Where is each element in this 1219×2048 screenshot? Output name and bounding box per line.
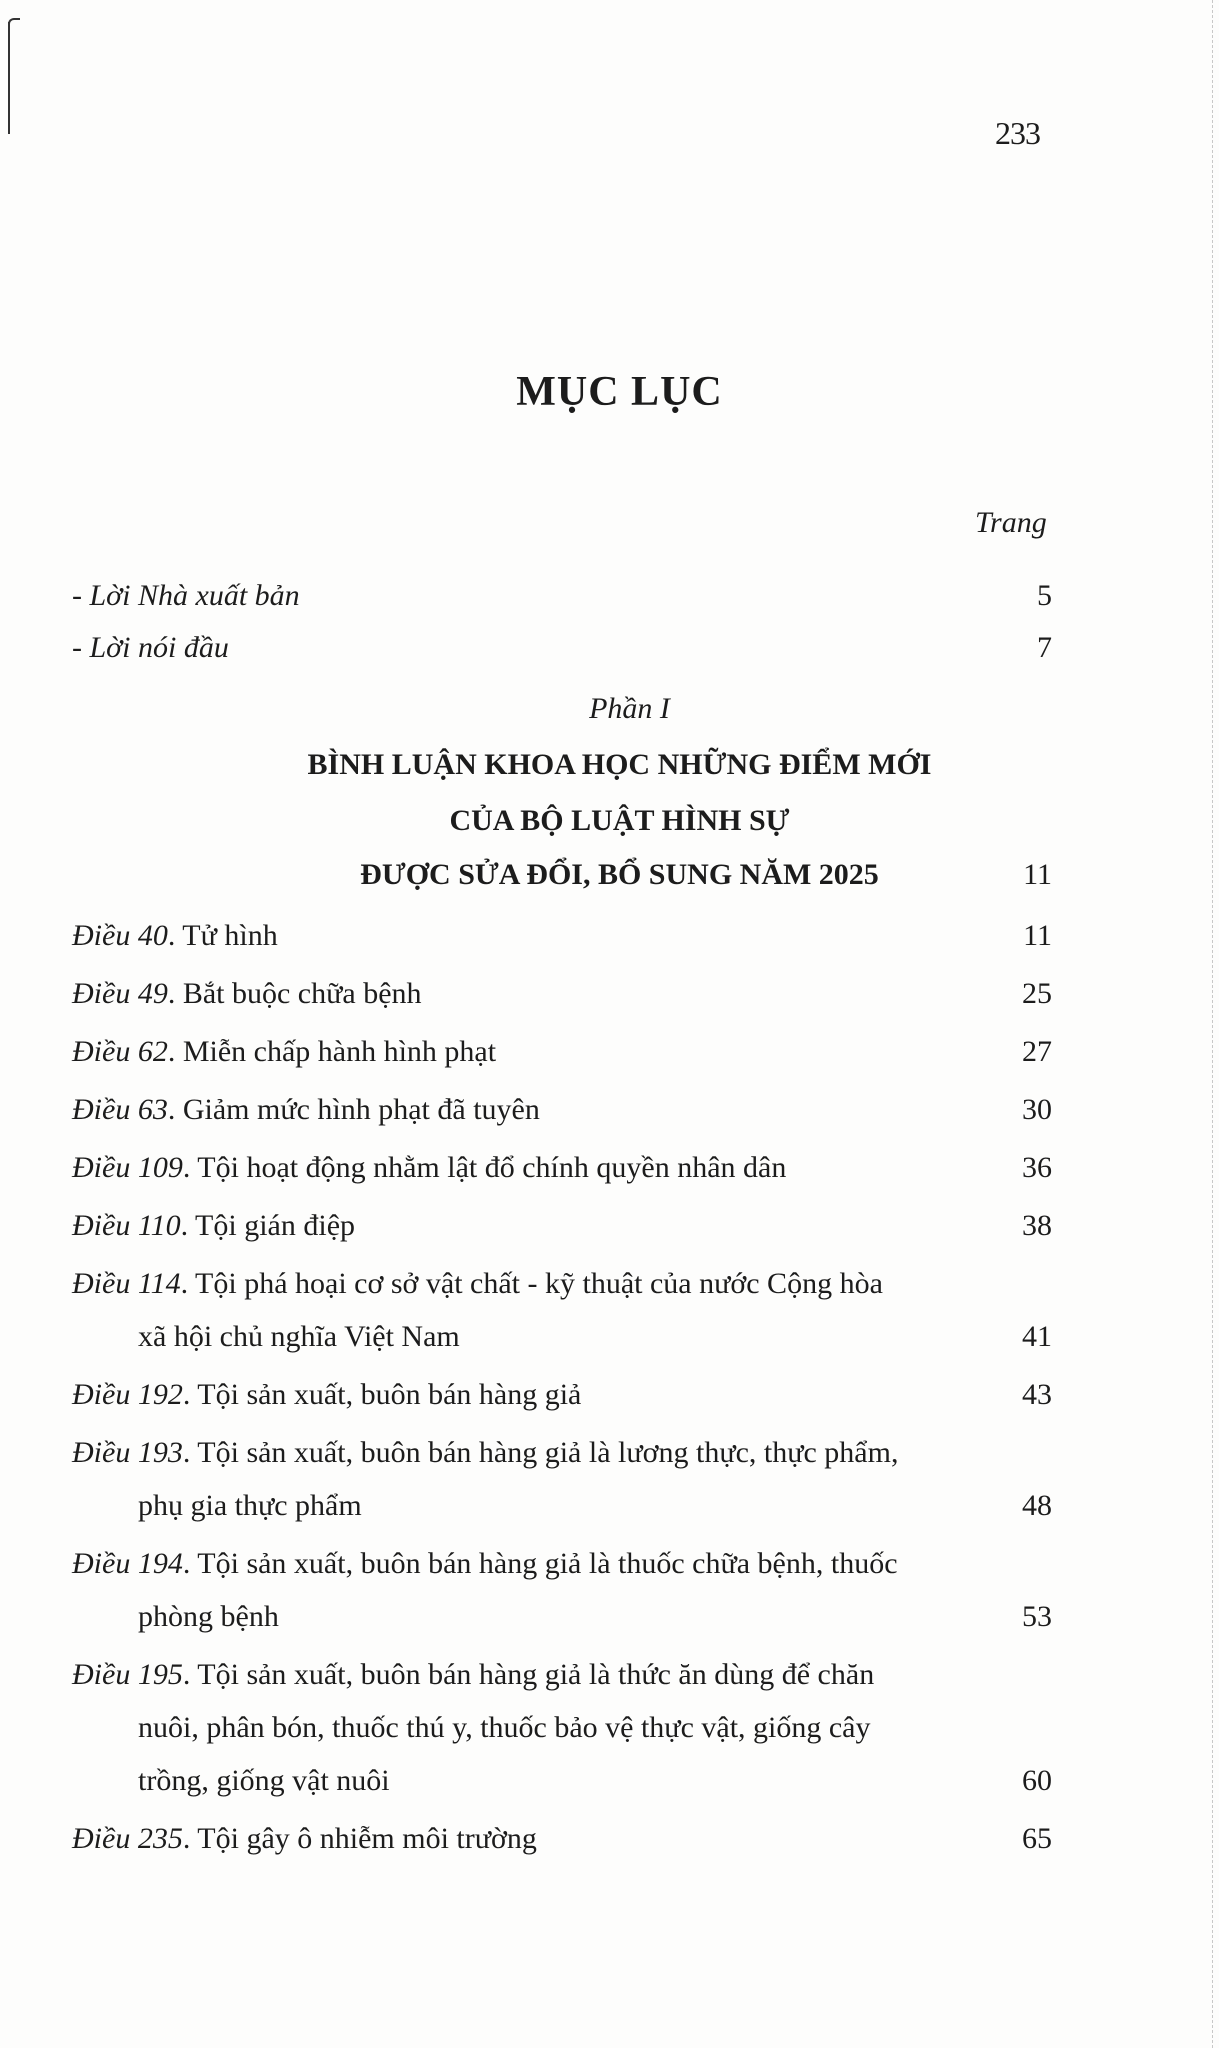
page-column-label: Trang — [975, 506, 1047, 539]
toc-entry-continuation: nuôi, phân bón, thuốc thú y, thuốc bảo vệ thực vật, giống cây — [138, 1711, 871, 1744]
toc-entry-page: 27 — [1022, 1035, 1052, 1068]
part-label: Phần I — [589, 692, 670, 725]
toc-entry-page: 36 — [1022, 1151, 1052, 1184]
toc-entry-title — [72, 1084, 540, 1136]
toc-entry-article: Điều 62 — [72, 1035, 168, 1068]
toc-item-label: - Lời nói đầu — [72, 631, 229, 664]
toc-item-page: 7 — [1037, 631, 1052, 664]
toc-entry-title — [72, 1649, 874, 1701]
scan-right-edge — [1211, 0, 1213, 2048]
toc-entry-text: . Tội sản xuất, buôn bán hàng giả là thuốc chữa bệnh, thuốc — [182, 1547, 898, 1580]
toc-entry-text: . Tội hoạt động nhằm lật đổ chính quyền nhân dân — [182, 1151, 787, 1184]
toc-entry-page: 38 — [1022, 1209, 1052, 1242]
toc-entry-text: . Tội gián điệp — [180, 1209, 356, 1242]
toc-entry-page: 43 — [1022, 1378, 1052, 1411]
part-heading-line: CỦA BỘ LUẬT HÌNH SỰ — [449, 804, 790, 837]
toc-entry-text: . Tội phá hoại cơ sở vật chất - kỹ thuật của nước Cộng hòa — [180, 1267, 883, 1300]
toc-entry-continuation: phụ gia thực phẩm — [138, 1489, 362, 1522]
toc-entry-page: 11 — [1023, 919, 1052, 952]
toc-entry-text: . Tử hình — [167, 919, 278, 952]
toc-entry-continuation: trồng, giống vật nuôi — [138, 1764, 390, 1797]
toc-entry-title — [72, 1258, 883, 1310]
toc-entry-page: 65 — [1022, 1822, 1052, 1855]
toc-entry-continuation: phòng bệnh — [138, 1600, 279, 1633]
scan-edge-line — [8, 22, 10, 134]
toc-entry-text: . Miễn chấp hành hình phạt — [167, 1035, 497, 1068]
toc-entry-title — [72, 1200, 355, 1252]
toc-entry-text: . Tội sản xuất, buôn bán hàng giả là lương thực, thực phẩm, — [182, 1436, 899, 1469]
toc-entry-page: 25 — [1022, 977, 1052, 1010]
toc-entry-page: 41 — [1022, 1320, 1052, 1353]
page-title: MỤC LỤC — [516, 369, 723, 415]
toc-entry-article: Điều 40 — [72, 919, 168, 952]
toc-entry-text: . Giảm mức hình phạt đã tuyên — [167, 1093, 540, 1126]
toc-entry-article: Điều 114 — [72, 1267, 181, 1300]
toc-item-label: - Lời Nhà xuất bản — [72, 579, 300, 612]
toc-entry-article: Điều 193 — [72, 1436, 183, 1469]
toc-entry-article: Điều 194 — [72, 1547, 183, 1580]
toc-entry-continuation: xã hội chủ nghĩa Việt Nam — [138, 1320, 460, 1353]
toc-entry-title — [72, 1813, 537, 1865]
toc-entry-title — [72, 910, 278, 962]
toc-item-page: 5 — [1037, 579, 1052, 612]
toc-entry-article: Điều 110 — [72, 1209, 181, 1242]
toc-entry-page: 60 — [1022, 1764, 1052, 1797]
toc-entry-title — [72, 1538, 898, 1590]
part-heading-line: BÌNH LUẬN KHOA HỌC NHỮNG ĐIỂM MỚI — [307, 748, 932, 781]
toc-entry-article: Điều 49 — [72, 977, 168, 1010]
toc-entry-article: Điều 63 — [72, 1093, 168, 1126]
part-heading-line: ĐƯỢC SỬA ĐỔI, BỔ SUNG NĂM 2025 — [360, 858, 879, 891]
part-page: 11 — [1023, 858, 1052, 891]
toc-entry-title — [72, 1142, 786, 1194]
page-number: 233 — [995, 115, 1040, 151]
toc-entry-title — [72, 1369, 581, 1421]
toc-entry-text: . Bắt buộc chữa bệnh — [167, 977, 422, 1010]
toc-entry-title — [72, 1026, 496, 1078]
toc-entry-article: Điều 195 — [72, 1658, 183, 1691]
toc-entry-text: . Tội gây ô nhiễm môi trường — [182, 1822, 537, 1855]
toc-entry-article: Điều 235 — [72, 1822, 183, 1855]
toc-entry-text: . Tội sản xuất, buôn bán hàng giả là thức ăn dùng để chăn — [182, 1658, 875, 1691]
toc-entry-page: 30 — [1022, 1093, 1052, 1126]
toc-entry-page: 48 — [1022, 1489, 1052, 1522]
toc-entry-title — [72, 968, 422, 1020]
toc-entry-article: Điều 192 — [72, 1378, 183, 1411]
toc-entry-article: Điều 109 — [72, 1151, 183, 1184]
toc-entry-page: 53 — [1022, 1600, 1052, 1633]
toc-entry-text: . Tội sản xuất, buôn bán hàng giả — [182, 1378, 582, 1411]
toc-entry-title — [72, 1427, 898, 1479]
